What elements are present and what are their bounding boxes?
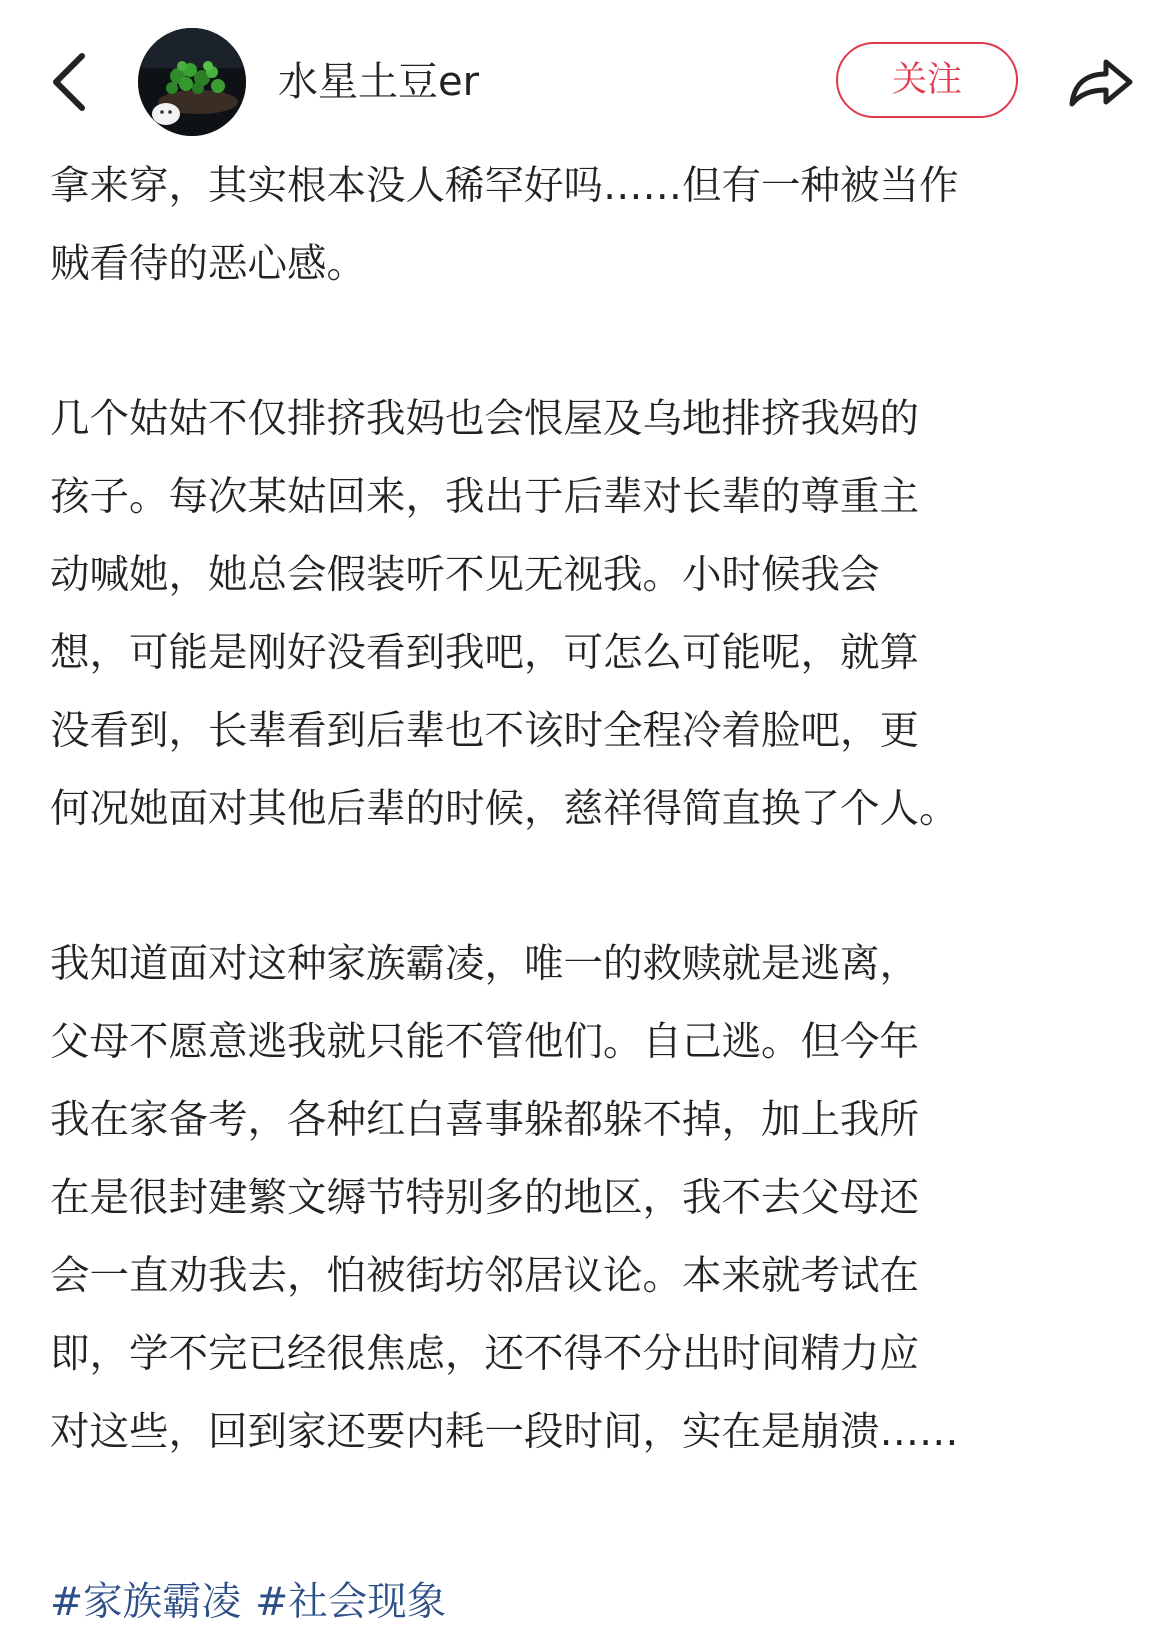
paragraph-2 bbox=[50, 380, 1128, 848]
hashtag-row bbox=[50, 1563, 460, 1641]
text-line: 想，可能是刚好没看到我吧，可怎么可能呢，就算 bbox=[50, 630, 919, 676]
text-line: 孩子。每次某姑回来，我出于后辈对长辈的尊重主 bbox=[50, 474, 919, 520]
chevron-left-icon bbox=[38, 44, 108, 120]
post-body bbox=[50, 147, 1128, 1548]
paragraph-3 bbox=[50, 925, 1128, 1471]
text-line: 贼看待的恶心感。 bbox=[50, 241, 366, 287]
hashtag-link[interactable]: #家族霸凌 bbox=[50, 1579, 242, 1625]
back-button[interactable] bbox=[38, 44, 108, 120]
text-line: 会一直劝我去，怕被街坊邻居议论。本来就考试在 bbox=[50, 1253, 919, 1299]
top-bar bbox=[0, 0, 1164, 160]
text-line: 我知道面对这种家族霸凌，唯一的救赎就是逃离， bbox=[50, 941, 919, 987]
text-line: 几个姑姑不仅排挤我妈也会恨屋及乌地排挤我妈的 bbox=[50, 396, 919, 442]
avatar[interactable] bbox=[138, 28, 246, 136]
text-line: 拿来穿，其实根本没人稀罕好吗……但有一种被当作 bbox=[50, 163, 959, 209]
hashtag-link[interactable]: #社会现象 bbox=[255, 1579, 447, 1625]
share-arrow-icon bbox=[1062, 44, 1138, 120]
text-line: 我在家备考，各种红白喜事躲都躲不掉，加上我所 bbox=[50, 1097, 919, 1143]
share-button[interactable] bbox=[1062, 44, 1138, 120]
text-line: 没看到，长辈看到后辈也不该时全程冷着脸吧，更 bbox=[50, 708, 919, 754]
text-line: 动喊她，她总会假装听不见无视我。小时候我会 bbox=[50, 552, 880, 598]
text-line: 即，学不完已经很焦虑，还不得不分出时间精力应 bbox=[50, 1331, 919, 1377]
paragraph-1 bbox=[50, 147, 1128, 303]
text-line: 在是很封建繁文缛节特别多的地区，我不去父母还 bbox=[50, 1175, 919, 1221]
follow-button[interactable]: 关注 bbox=[836, 42, 1018, 118]
avatar-plant-image bbox=[138, 28, 246, 136]
text-line: 何况她面对其他后辈的时候，慈祥得简直换了个人。 bbox=[50, 786, 959, 832]
username[interactable]: 水星土豆er bbox=[278, 59, 480, 105]
text-line: 对这些，回到家还要内耗一段时间，实在是崩溃…… bbox=[50, 1409, 959, 1455]
text-line: 父母不愿意逃我就只能不管他们。自己逃。但今年 bbox=[50, 1019, 919, 1065]
